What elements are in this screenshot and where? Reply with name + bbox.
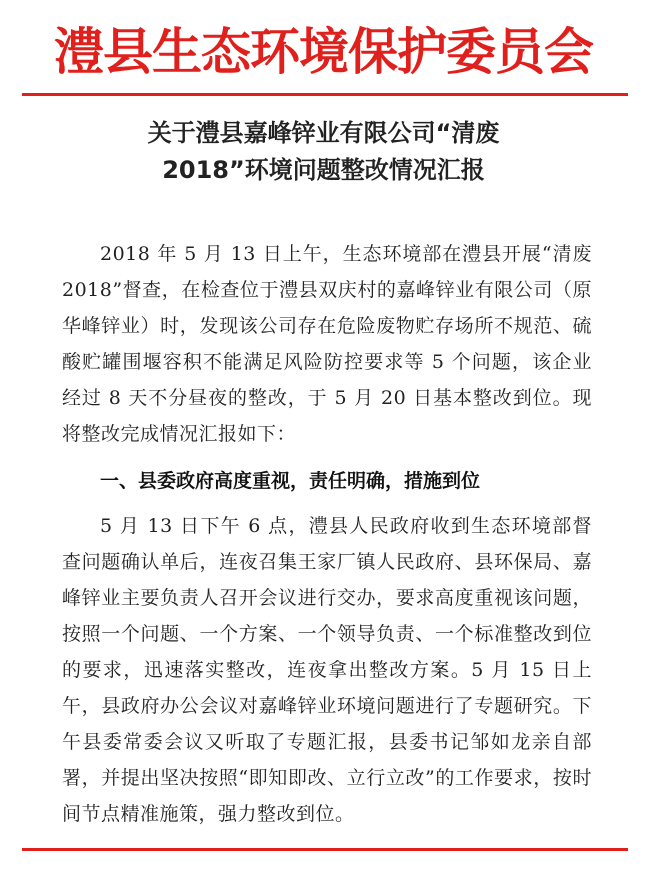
letterhead-red-line	[22, 93, 628, 96]
letterhead-org-name: 澧县生态环境保护委员会	[54, 22, 593, 81]
body-paragraph-2: 5 月 13 日下午 6 点，澧县人民政府收到生态环境部督查问题确认单后，连夜召集王家厂镇人民政府、县环保局、嘉峰锌业主要负责人召开会议进行交办，要求高度重视该问题，按照一个问题、一个方案、一个领导负责、一个标准整改到位的要求，迅速落实整改，连夜拿出整改方案。5 月 15 日上午，县政府办公会议对嘉峰锌业环境问题进行了专题研究。下午县委常委会议又听取了专题汇报，县委书记邹如龙亲自部署，并提出坚决按照“即知即改、立行立改”的工作要求，按时间节点精准施策，强力整改到位。	[62, 515, 592, 825]
document-title-line-1: 关于澧县嘉峰锌业有限公司“清废	[147, 119, 500, 147]
body-paragraph-1: 2018 年 5 月 13 日上午，生态环境部在澧县开展“清废 2018”督查，在检查位于澧县双庆村的嘉峰锌业有限公司（原华峰锌业）时，发现该公司存在危险废物贮存场所不规范、硫酸贮罐围堰容积不能满足风险防控要求等 5 个问题，该企业经过 8 天不分昼夜的整改，于 5 月 20 日基本整改到位。现将整改完成情况汇报如下：	[62, 243, 592, 445]
section-heading-1: 一、县委政府高度重视，责任明确，措施到位	[100, 470, 481, 492]
footer-red-line	[22, 848, 628, 851]
document-title-line-2: 2018”环境问题整改情况汇报	[162, 156, 485, 184]
